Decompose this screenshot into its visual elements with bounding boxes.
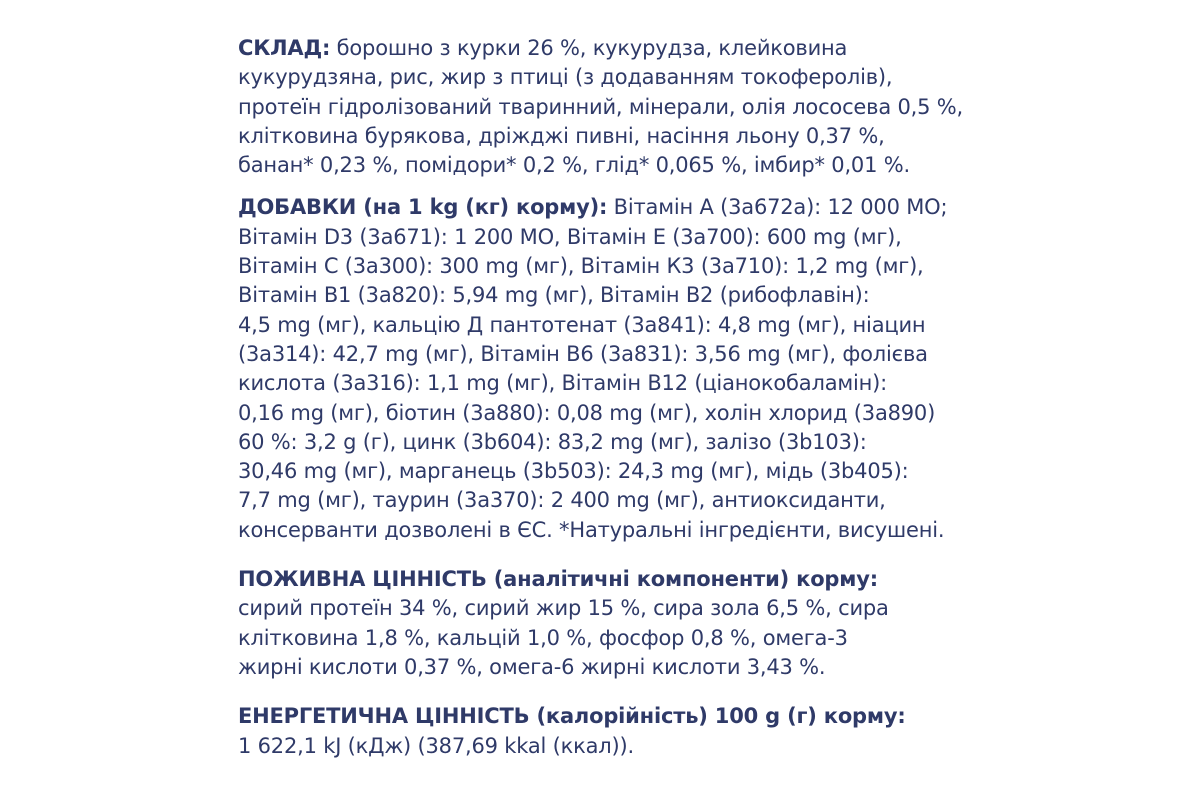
additives-line-5: 4,5 mg (мг), кальцію Д пантотенат (3а841): 4,8 mg (мг), ніацин <box>238 312 926 337</box>
energy-heading: ЕНЕРГЕТИЧНА ЦІННІСТЬ (калорійність) 100 g (г) корму: <box>238 704 906 729</box>
additives-line-2: Вітамін D3 (3а671): 1 200 МО, Вітамін Е (3а700): 600 mg (мг), <box>238 224 902 249</box>
composition-line-5: банан* 0,23 %, помідори* 0,2 %, глід* 0,065 %, імбир* 0,01 %. <box>238 153 910 178</box>
composition-line-1 <box>238 34 968 63</box>
additives-line-1 <box>238 193 968 222</box>
nutrition-section <box>238 565 968 682</box>
additives-line-12: консерванти дозволені в ЄС. *Натуральні інгредієнти, висушені. <box>238 517 945 542</box>
additives-line-10: 30,46 mg (мг), марганець (3b503): 24,3 mg (мг), мідь (3b405): <box>238 459 909 484</box>
nutrition-line-3: жирні кислоти 0,37 %, омега-6 жирні кислоти 3,43 %. <box>238 654 826 679</box>
additives-line-8: 0,16 mg (мг), біотин (3а880): 0,08 mg (мг), холін хлорид (3а890) <box>238 400 936 425</box>
nutrition-heading: ПОЖИВНА ЦІННІСТЬ (аналітичні компоненти) корму: <box>238 567 878 592</box>
additives-line-4: Вітамін В1 (3а820): 5,94 mg (мг), Вітамін В2 (рибофлавін): <box>238 283 870 308</box>
additives-text: Вітамін А (3а672а): 12 000 МО; <box>607 195 948 220</box>
composition-text: борошно з курки 26 %, кукурудза, клейковина <box>330 36 848 60</box>
composition-line-4: клітковина бурякова, дріжджі пивні, насіння льону 0,37 %, <box>238 123 885 148</box>
composition-heading: СКЛАД: <box>238 36 331 60</box>
additives-line-7: кислота (3а316): 1,1 mg (мг), Вітамін В12 (ціанокобаламін): <box>238 371 888 396</box>
additives-line-3: Вітамін С (3а300): 300 mg (мг), Вітамін К3 (3а710): 1,2 mg (мг), <box>238 254 924 279</box>
additives-line-9: 60 %: 3,2 g (г), цинк (3b604): 83,2 mg (мг), залізо (3b103): <box>238 429 867 454</box>
composition-line-3: протеїн гідролізований тваринний, мінерали, олія лососева 0,5 %, <box>238 94 963 119</box>
additives-heading: ДОБАВКИ (на 1 kg (кг) корму): <box>238 195 608 220</box>
additives-line-11: 7,7 mg (мг), таурин (3а370): 2 400 mg (мг), антиоксиданти, <box>238 488 886 513</box>
feed-label-text <box>238 34 968 761</box>
nutrition-line-2: клітковина 1,8 %, кальцій 1,0 %, фосфор 0,8 %, омега-3 <box>238 625 848 650</box>
energy-line-1: 1 622,1 kJ (кДж) (387,69 kkal (ккал)). <box>238 733 634 758</box>
additives-line-6: (3а314): 42,7 mg (мг), Вітамін В6 (3а831): 3,56 mg (мг), фолієва <box>238 341 928 366</box>
energy-section <box>238 702 968 761</box>
composition-line-2: кукурудзяна, рис, жир з птиці (з додаванням токоферолів), <box>238 65 893 90</box>
additives-section <box>238 193 968 545</box>
nutrition-line-1: сирий протеїн 34 %, сирий жир 15 %, сира зола 6,5 %, сира <box>238 596 889 621</box>
composition-section <box>238 34 968 180</box>
